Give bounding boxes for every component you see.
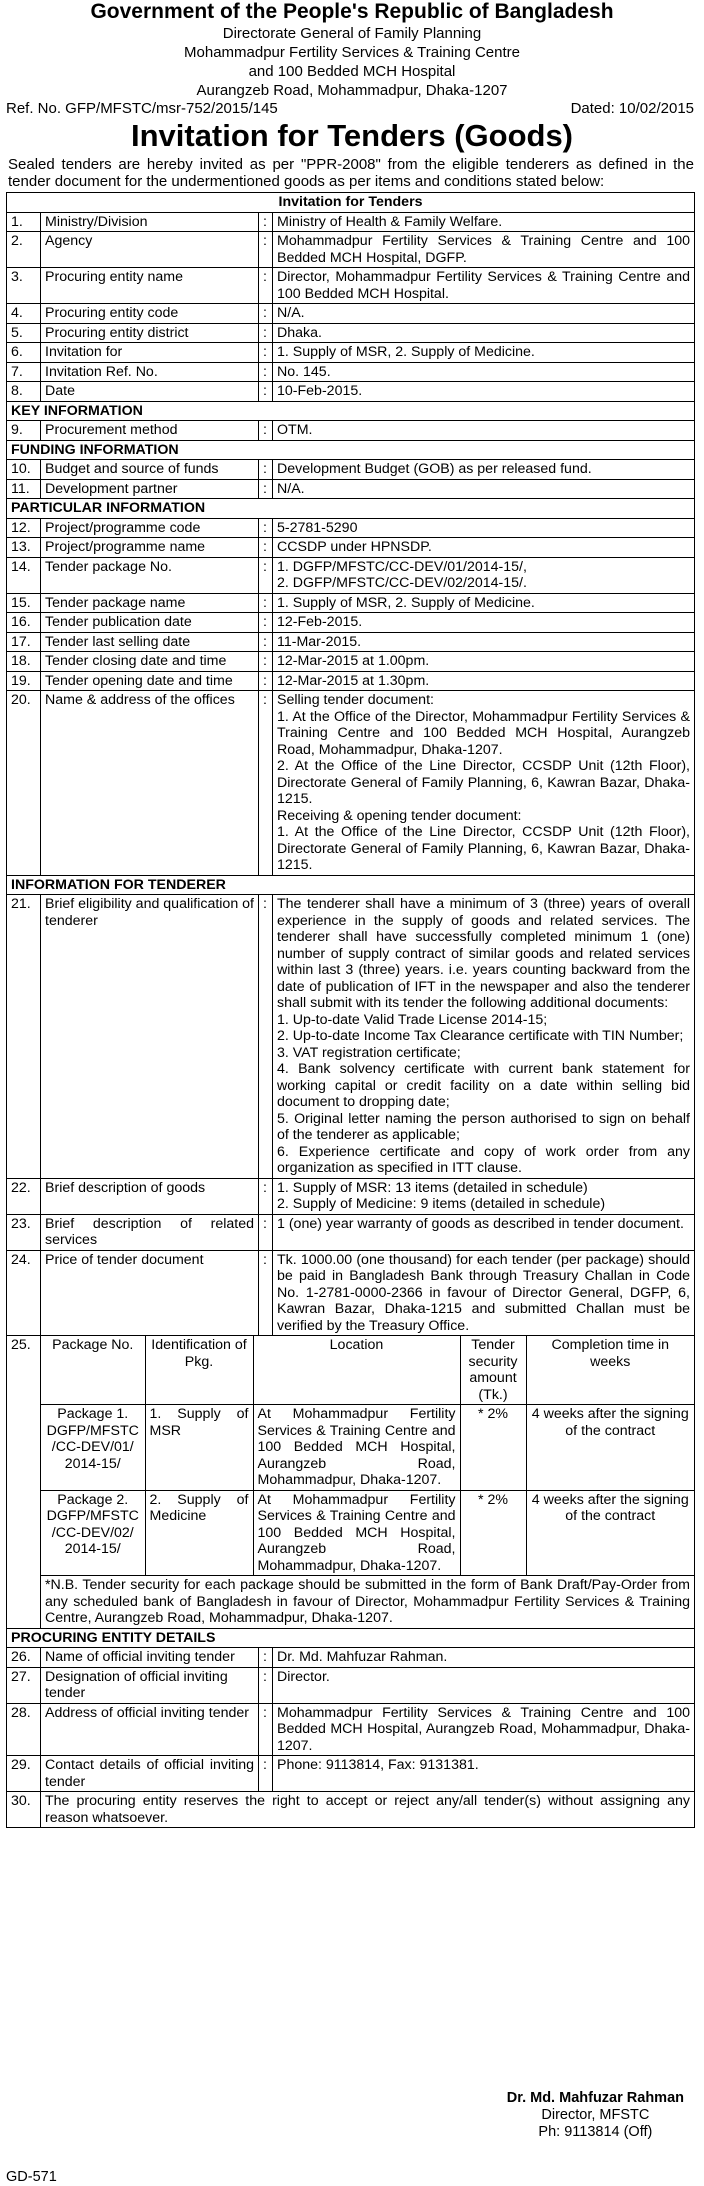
table-row: 4. Procuring entity code : N/A. <box>7 304 695 324</box>
table-row: 26. Name of official inviting tender : Dr. Md. Mahfuzar Rahman. <box>7 1648 695 1668</box>
package-note-row: *N.B. Tender security for each package should be submitted in the form of Bank Draft/Pay-Order from any scheduled bank of Bangladesh in favour of Director, Mohammadpur Fertility Services & Training Centre, Aurangzeb Road, Mohammadpur, Dhaka-1207. <box>41 1576 694 1628</box>
table-row: 24. Price of tender document : Tk. 1000.00 (one thousand) for each tender (per package) should be paid in Bangladesh Bank through Treasury Challan in Code No. 1-2781-0000-2366 in favour of Director General, DGFP, 6, Kawran Bazar, Dhaka-1215 and submitted Challan must be verified by the Treasury Office. <box>7 1250 695 1336</box>
table-row: 17. Tender last selling date : 11-Mar-2015. <box>7 632 695 652</box>
notice-header <box>0 0 704 100</box>
table-row: 13. Project/programme name : CCSDP under HPNSDP. <box>7 538 695 558</box>
section-key-information: KEY INFORMATION <box>7 401 695 421</box>
notice-title: Invitation for Tenders (Goods) <box>130 118 574 153</box>
table-row: 2. Agency : Mohammadpur Fertility Services & Training Centre and 100 Bedded MCH Hospital, DGFP. <box>7 232 695 268</box>
table-row: 10. Budget and source of funds : Development Budget (GOB) as per released fund. <box>7 460 695 480</box>
table-row: 18. Tender closing date and time : 12-Mar-2015 at 1.00pm. <box>7 652 695 672</box>
table-row: 11. Development partner : N/A. <box>7 479 695 499</box>
signatory-name: Dr. Md. Mahfuzar Rahman <box>506 2090 684 2106</box>
table-row: 15. Tender package name : 1. Supply of MSR, 2. Supply of Medicine. <box>7 593 695 613</box>
reference-row <box>0 100 704 118</box>
signatory-title: Director, MFSTC <box>541 2107 650 2123</box>
directorate-line: Directorate General of Family Planning <box>222 25 482 42</box>
table-row: 30. The procuring entity reserves the right to accept or reject any/all tender(s) without assigning any reason whatsoever. <box>7 1792 695 1828</box>
table-row: 28. Address of official inviting tender : Mohammadpur Fertility Services & Training Centre and 100 Bedded MCH Hospital, Aurangzeb Road, Mohammadpur, Dhaka-1207. <box>7 1703 695 1756</box>
table-row: 5. Procuring entity district : Dhaka. <box>7 323 695 343</box>
table-row: 1. Ministry/Division : Ministry of Health & Family Welfare. <box>7 212 695 232</box>
table-row: 7. Invitation Ref. No. : No. 145. <box>7 362 695 382</box>
table-row: 20. Name & address of the offices : Selling tender document: 1. At the Office of the Director, Mohammadpur Fertility Services & Training Centre and 100 Bedded MCH Hospital, Aurangzeb Road, Mohammadpur, Dhaka-1207. 2. At the Office of the Line Director, CCSDP Unit (12th Floor), Directorate General of Family Planning, 6, Kawran Bazar, Dhaka-1215. Receiving & opening tender document: 1. At the Office of the Line Director, CCSDP Unit (12th Floor), Directorate General of Family Planning, 6, Kawran Bazar, Dhaka-1215. <box>7 691 695 876</box>
section-funding-information: FUNDING INFORMATION <box>7 440 695 460</box>
package-row: Package 1. DGFP/MFSTC /CC-DEV/01/ 2014-15/ 1. Supply of MSR At Mohammadpur Fertility Services & Training Centre and 100 Bedded MCH Hospital, Aurangzeb Road, Mohammadpur, Dhaka-1207. * 2% 4 weeks after the signing of the contract <box>41 1405 694 1491</box>
hospital-line: and 100 Bedded MCH Hospital <box>248 63 456 80</box>
table-row: 23. Brief description of related services : 1 (one) year warranty of goods as described in tender document. <box>7 1214 695 1250</box>
package-row: Package 2. DGFP/MFSTC /CC-DEV/02/ 2014-15/ 2. Supply of Medicine At Mohammadpur Fertility Services & Training Centre and 100 Bedded MCH Hospital, Aurangzeb Road, Mohammadpur, Dhaka-1207. * 2% 4 weeks after the signing of the contract <box>41 1490 694 1576</box>
address-line: Aurangzeb Road, Mohammadpur, Dhaka-1207 <box>196 82 508 99</box>
table-row: 27. Designation of official inviting tender : Director. <box>7 1667 695 1703</box>
table-row: 12. Project/programme code : 5-2781-5290 <box>7 518 695 538</box>
table-row: 9. Procurement method : OTM. <box>7 421 695 441</box>
dated: Dated: 10/02/2015 <box>570 100 694 117</box>
table-row: 6. Invitation for : 1. Supply of MSR, 2. Supply of Medicine. <box>7 343 695 363</box>
table-row: 16. Tender publication date : 12-Feb-2015. <box>7 613 695 633</box>
table-row: 29. Contact details of official inviting tender : Phone: 9113814, Fax: 9131381. <box>7 1756 695 1792</box>
signature-block <box>507 2090 684 2141</box>
section-procuring-entity-details: PROCURING ENTITY DETAILS <box>7 1628 695 1648</box>
package-header-row: Package No. Identification of Pkg. Location Tender security amount (Tk.) Completion time in weeks <box>41 1336 694 1405</box>
table-row: 3. Procuring entity name : Director, Mohammadpur Fertility Services & Training Centre and 100 Bedded MCH Hospital. <box>7 268 695 304</box>
reference-number: Ref. No. GFP/MFSTC/msr-752/2015/145 <box>6 100 278 117</box>
section-particular-information: PARTICULAR INFORMATION <box>7 499 695 519</box>
table-row: 14. Tender package No. : 1. DGFP/MFSTC/CC-DEV/01/2014-15/, 2. DGFP/MFSTC/CC-DEV/02/2014-15/. <box>7 557 695 593</box>
section-information-for-tenderer: INFORMATION FOR TENDERER <box>7 875 695 895</box>
tender-table <box>6 192 695 1828</box>
table-row: 21. Brief eligibility and qualification of tenderer : The tenderer shall have a minimum of 3 (three) years of overall experience in the supply of goods and related services. The tenderer shall have successfully completed minimum 1 (one) number of supply contract of similar goods and related services within last 3 (three) years. i.e. years counting backward from the date of publication of IFT in the newspaper and also the tenderer shall submit with its tender the following additional documents: 1. Up-to-date Valid Trade License 2014-15; 2. Up-to-date Income Tax Clearance certificate with TIN Number; 3. VAT registration certificate; 4. Bank solvency certificate with current bank statement for working capital or credit facility on a date within selling bid document to dropping date; 5. Original letter naming the person authorised to sign on behalf of the tenderer as applicable; 6. Experience certificate and copy of work order from any organization as specified in ITT clause. <box>7 895 695 1179</box>
table-caption: Invitation for Tenders <box>7 193 695 213</box>
table-row: 8. Date : 10-Feb-2015. <box>7 382 695 402</box>
package-table <box>41 1336 694 1628</box>
gd-number: GD-571 <box>6 2169 57 2185</box>
table-row: 22. Brief description of goods : 1. Supply of MSR: 13 items (detailed in schedule) 2. Supply of Medicine: 9 items (detailed in schedule) <box>7 1178 695 1214</box>
centre-line: Mohammadpur Fertility Services & Training Centre <box>184 44 520 61</box>
table-row-packages: 25. Package No. Identification of Pkg. Location Tender security amount (Tk.) Completion time in weeks Package 1. DGFP/MFSTC /CC-DEV/01/ 2014-15/ 1. Supply of MSR At Mohammadpur Fertility Services & Training Centre and 100 Bedded MCH Hospital, Aurangzeb Road, Mohammadpur, Dhaka-1207. * 2% 4 weeks after the signing of the contract Package 2. DGFP/MFSTC /CC-DEV/02/ 2014-15/ 2. Supply of Medicine At Mohammadpur Fertility Services & Training Centre and 100 Bedded MCH Hospital, Aurangzeb Road, Mohammadpur, Dhaka-1207. * 2% 4 weeks after the signing of the contract *N.B. Tender security for each package should be submitted in the form of Bank Draft/Pay-Order from any scheduled bank of Bangladesh in favour of Director, Mohammadpur Fertility Services & Training Centre, Aurangzeb Road, Mohammadpur, Dhaka-1207. <box>7 1336 695 1629</box>
signatory-phone: Ph: 9113814 (Off) <box>538 2124 653 2140</box>
intro-paragraph: Sealed tenders are hereby invited as per "PPR-2008" from the eligible tenderers as defined in the tender document for the undermentioned goods as per items and conditions stated below: <box>8 156 694 190</box>
government-heading: Government of the People's Republic of Bangladesh <box>90 0 614 23</box>
table-row: 19. Tender opening date and time : 12-Mar-2015 at 1.30pm. <box>7 671 695 691</box>
